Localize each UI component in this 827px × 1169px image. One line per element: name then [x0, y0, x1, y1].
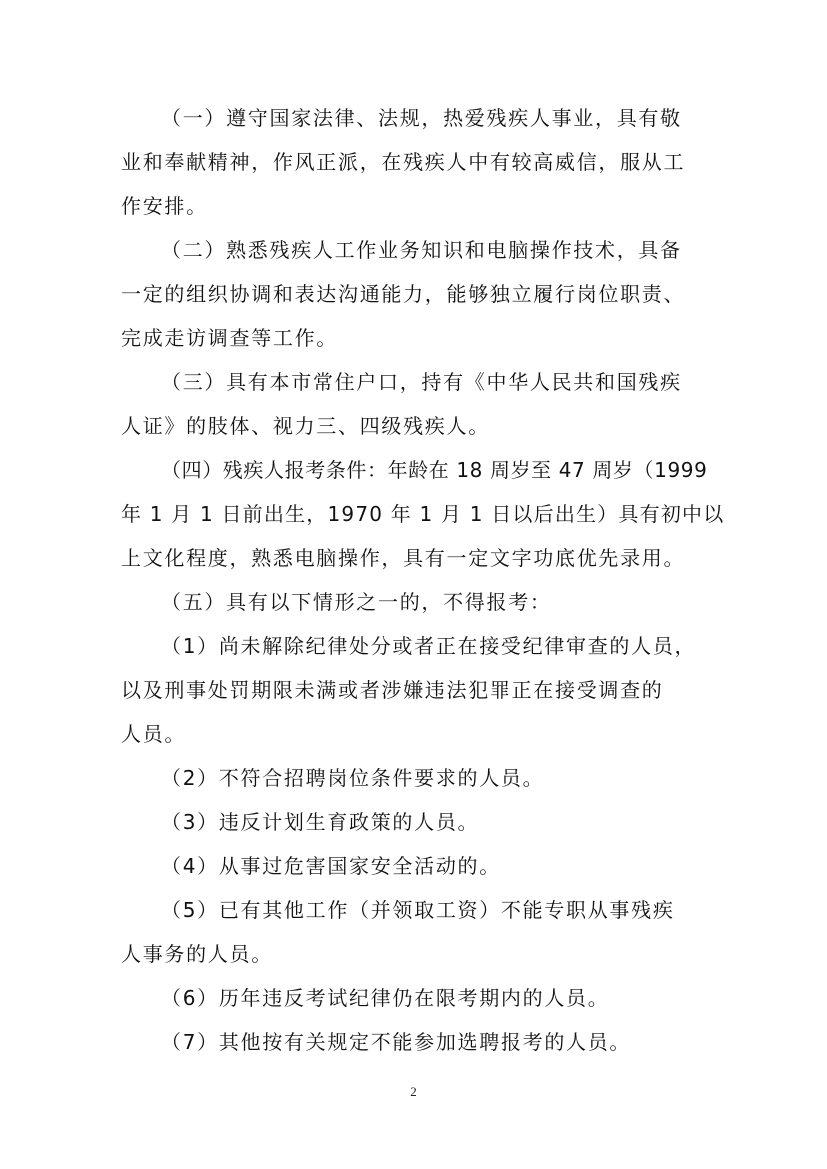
text-line: （四）残疾人报考条件：年龄在 18 周岁至 47 周岁（1999 — [161, 458, 708, 482]
text-line: 以及刑事处罚期限未满或者涉嫌违法犯罪正在接受调查的 — [121, 678, 664, 702]
text-line: （3）违反计划生育政策的人员。 — [161, 810, 480, 834]
text-line: （6）历年违反考试纪律仍在限考期内的人员。 — [161, 986, 610, 1010]
text-line: （5）已有其他工作（并领取工资）不能专职从事残疾 — [161, 898, 675, 922]
text-line: （二）熟悉残疾人工作业务知识和电脑操作技术，具备 — [161, 238, 682, 262]
text-line: 人证》的肢体、视力三、四级残疾人。 — [121, 414, 490, 438]
page-number: 2 — [410, 1084, 417, 1099]
text-line: （4）从事过危害国家安全活动的。 — [161, 854, 501, 878]
text-line: 作安排。 — [121, 194, 208, 218]
text-line: 人员。 — [121, 722, 187, 746]
text-line: 上文化程度，熟悉电脑操作，具有一定文字功底优先录用。 — [121, 546, 686, 570]
text-line: 完成走访调查等工作。 — [121, 326, 338, 350]
text-line: 业和奉献精神，作风正派，在残疾人中有较高威信，服从工 — [121, 150, 686, 174]
text-line: （2）不符合招聘岗位条件要求的人员。 — [161, 766, 545, 790]
text-line: （7）其他按有关规定不能参加选聘报考的人员。 — [161, 1030, 632, 1054]
text-line: （一）遵守国家法律、法规，热爱残疾人事业，具有敬 — [161, 106, 682, 130]
text-line: 人事务的人员。 — [121, 942, 273, 966]
text-line: 年 1 月 1 日前出生，1970 年 1 月 1 日以后出生）具有初中以 — [121, 502, 725, 526]
text-line: （五）具有以下情形之一的，不得报考： — [161, 590, 552, 614]
text-line: 一定的组织协调和表达沟通能力，能够独立履行岗位职责、 — [121, 282, 686, 306]
text-line: （三）具有本市常住户口，持有《中华人民共和国残疾 — [161, 370, 682, 394]
text-line: （1）尚未解除纪律处分或者正在接受纪律审查的人员， — [161, 634, 697, 658]
